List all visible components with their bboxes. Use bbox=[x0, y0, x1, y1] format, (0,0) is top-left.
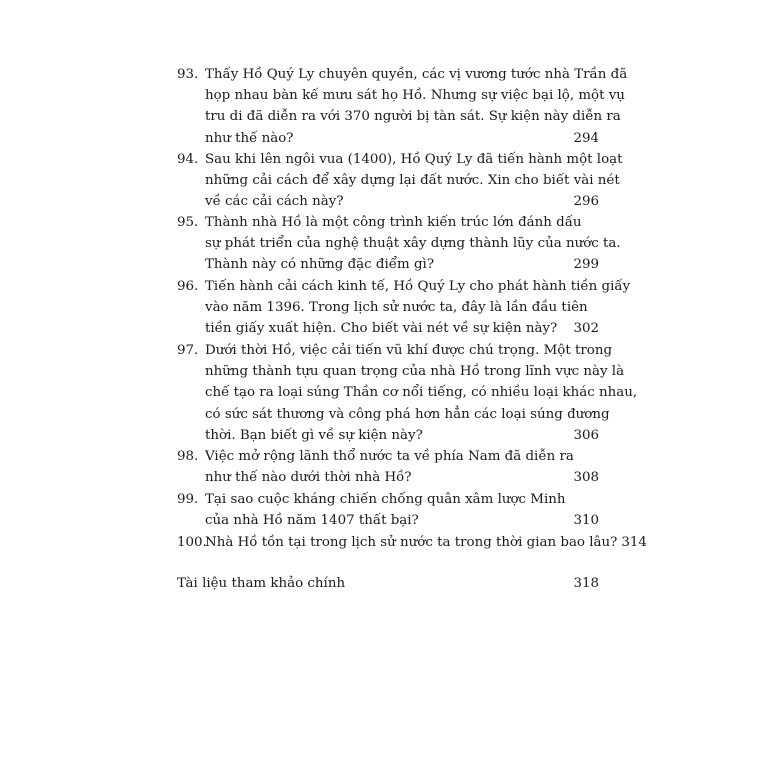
toc-entry-line: như thế nào dưới thời nhà Hồ? bbox=[205, 470, 412, 486]
toc-entry-number: 95. bbox=[177, 215, 199, 230]
toc-entry-line: chế tạo ra loại súng Thần cơ nổi tiếng, có nhiều loại khác nhau, bbox=[205, 385, 638, 401]
toc-entry-line: tru di đã diễn ra với 370 người bị tàn sát. Sự kiện này diễn ra bbox=[205, 109, 621, 125]
toc-entry-last-line bbox=[205, 128, 599, 149]
toc-entry-line: Việc mở rộng lãnh thổ nước ta về phía Nam đã diễn ra bbox=[205, 449, 574, 464]
toc-entry-page-number: 294 bbox=[573, 130, 599, 146]
toc-entry[interactable] bbox=[177, 149, 623, 213]
toc-entry[interactable] bbox=[177, 446, 599, 488]
toc-entry-line: vào năm 1396. Trong lịch sử nước ta, đây là lần đầu tiên bbox=[205, 300, 588, 316]
toc-entry-page-number: 314 bbox=[621, 535, 647, 550]
toc-entry-line: Thành này có những đặc điểm gì? bbox=[205, 257, 435, 273]
toc-entry-number: 98. bbox=[177, 449, 199, 464]
toc-entry-line: như thế nào? bbox=[205, 130, 294, 146]
toc-entry-page-number: 310 bbox=[573, 513, 599, 529]
references-label: Tài liệu tham khảo chính bbox=[177, 576, 346, 591]
toc-entry-last-line bbox=[205, 510, 599, 531]
toc-entry-line: của nhà Hồ năm 1407 thất bại? bbox=[205, 513, 419, 529]
toc-entry-last-line bbox=[205, 254, 599, 275]
toc-entry-line: về các cải cách này? bbox=[205, 194, 344, 210]
toc-entry-number: 94. bbox=[177, 152, 199, 167]
toc-entry-line: tiền giấy xuất hiện. Cho biết vài nét về sự kiện này? bbox=[205, 321, 558, 337]
toc-entry[interactable] bbox=[177, 64, 628, 149]
toc-entry-line: Tiến hành cải cách kinh tế, Hồ Quý Ly cho phát hành tiền giấy bbox=[205, 279, 631, 294]
toc-entry-line: họp nhau bàn kế mưu sát họ Hồ. Nhưng sự việc bại lộ, một vụ bbox=[205, 88, 625, 104]
toc-entry-number: 99. bbox=[177, 492, 199, 507]
toc-entry-last-line bbox=[205, 532, 647, 553]
toc-entry-line: thời. Bạn biết gì về sự kiện này? bbox=[205, 427, 423, 443]
toc-entry-line: Thấy Hồ Quý Ly chuyên quyền, các vị vương tước nhà Trần đã bbox=[205, 67, 628, 82]
references-entry[interactable] bbox=[177, 573, 599, 594]
toc-entry-page-number: 308 bbox=[573, 470, 599, 486]
references-page-number: 318 bbox=[573, 576, 599, 591]
toc-entry[interactable] bbox=[177, 212, 621, 276]
toc-entry-page-number: 306 bbox=[573, 427, 599, 443]
toc-entry-line: sự phát triển của nghệ thuật xây dựng thành lũy của nước ta. bbox=[205, 236, 621, 252]
toc-entry-number: 97. bbox=[177, 343, 199, 358]
toc-entry-last-line bbox=[205, 467, 599, 488]
toc-entry-last-line bbox=[205, 318, 599, 339]
toc-entry-line: những cải cách để xây dựng lại đất nước. Xin cho biết vài nét bbox=[205, 173, 620, 189]
toc-entry[interactable] bbox=[177, 340, 638, 446]
toc-entry-page-number: 302 bbox=[573, 321, 599, 337]
toc-entry-last-line bbox=[205, 425, 599, 446]
toc-entry-number: 96. bbox=[177, 279, 199, 294]
toc-entry-page-number: 299 bbox=[573, 257, 599, 273]
toc-entry-line: những thành tựu quan trọng của nhà Hồ trong lĩnh vực này là bbox=[205, 364, 625, 380]
toc-entry[interactable] bbox=[177, 489, 599, 531]
toc-entry-line: Dưới thời Hồ, việc cải tiến vũ khí được chú trọng. Một trong bbox=[205, 343, 613, 358]
toc-entry-line: Thành nhà Hồ là một công trình kiến trúc lớn đánh dấu bbox=[205, 215, 582, 230]
toc-entry-last-line bbox=[205, 191, 599, 212]
toc-entry-line: có sức sát thương và công phá hơn hẳn các loại súng đương bbox=[205, 406, 610, 422]
toc-entry-line: Sau khi lên ngôi vua (1400), Hồ Quý Ly đã tiến hành một loạt bbox=[205, 152, 623, 167]
toc-entry[interactable] bbox=[177, 532, 647, 553]
toc-entry-line: Nhà Hồ tồn tại trong lịch sử nước ta trong thời gian bao lâu? bbox=[205, 535, 618, 550]
toc-entry-line: Tại sao cuộc kháng chiến chống quân xâm lược Minh bbox=[205, 492, 566, 507]
toc-entry-page-number: 296 bbox=[573, 194, 599, 210]
toc-entry[interactable] bbox=[177, 276, 631, 340]
toc-entry-number: 100. bbox=[177, 535, 207, 550]
toc-entry-number: 93. bbox=[177, 67, 199, 82]
